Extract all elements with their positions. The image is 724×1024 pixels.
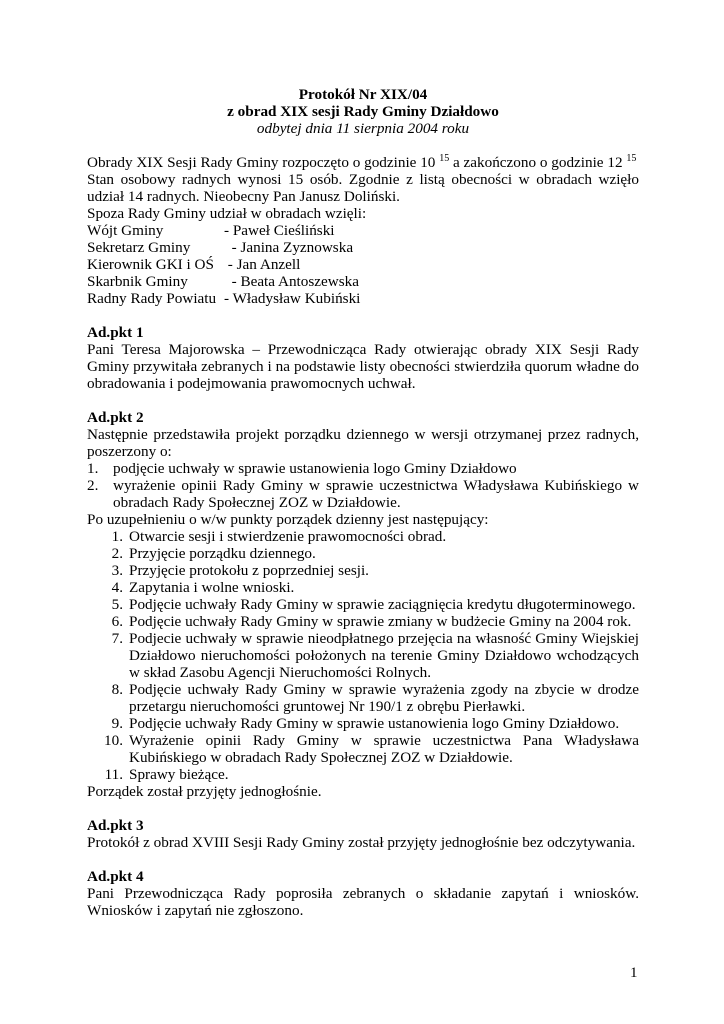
session-date: odbytej dnia 11 sierpnia 2004 roku bbox=[256, 120, 470, 137]
participant-row: Skarbnik Gminy - Beata Antoszewska bbox=[87, 273, 359, 290]
list-item: 5. Podjęcie uchwały Rady Gminy w sprawie zaciągnięcia kredytu długoterminowego. bbox=[111, 596, 636, 613]
list-item: 7. Podjecie uchwały w sprawie nieodpłatnego przejęcia na własność Gminy Wiejskiej Działdowo nieruchomości położonych na terenie Gminy Działdowo wchodzących w skład Zasobu Agencji Nieruchomości Rolnych. bbox=[111, 630, 639, 681]
intro-attendance: Stan osobowy radnych wynosi 15 osób. Zgodnie z listą obecności w obradach wzięło udział 14 radnych. Nieobecny Pan Janusz Doliński. bbox=[87, 171, 639, 205]
list-item: 4. Zapytania i wolne wnioski. bbox=[111, 579, 295, 596]
list-item: 1. Otwarcie sesji i stwierdzenie prawomocności obrad. bbox=[111, 528, 447, 545]
agenda-list bbox=[87, 528, 639, 783]
section-2-closing: Porządek został przyjęty jednogłośnie. bbox=[87, 783, 322, 800]
protocol-title: Protokół Nr XIX/04 bbox=[298, 86, 428, 103]
participant-row: Radny Rady Powiatu - Władysław Kubiński bbox=[87, 290, 361, 307]
document-header bbox=[87, 86, 639, 137]
section-3-text: Protokół z obrad XVIII Sesji Rady Gminy został przyjęty jednogłośnie bez odczytywania. bbox=[87, 834, 636, 851]
list-item: 9. Podjęcie uchwały Rady Gminy w sprawie ustanowienia logo Gminy Działdowo. bbox=[111, 715, 620, 732]
section-2-heading: Ad.pkt 2 bbox=[87, 409, 144, 426]
participant-row: Sekretarz Gminy - Janina Zyznowska bbox=[87, 239, 354, 256]
intro-line-times: Obrady XIX Sesji Rady Gminy rozpoczęto o godzinie 10 $^{15}$ a zakończono o godzinie 12 $^{15}$ bbox=[87, 153, 637, 171]
agenda-intro: Po uzupełnieniu o w/w punkty porządek dzienny jest następujący: bbox=[87, 511, 489, 528]
participants-list bbox=[87, 222, 639, 307]
page-number: 1 bbox=[630, 965, 638, 981]
section-4-text: Pani Przewodnicząca Rady poprosiła zebranych o składanie zapytań i wniosków. Wniosków i zapytań nie zgłoszono. bbox=[87, 885, 639, 919]
list-item: 10. Wyrażenie opinii Rady Gminy w sprawie uczestnictwa Pana Władysława Kubińskiego w obradach Rady Społecznej ZOZ w Działdowie. bbox=[104, 732, 639, 766]
section-1-text: Pani Teresa Majorowska – Przewodnicząca Rady otwierając obrady XIX Sesji Rady Gminy przywitała zebranych i na podstawie listy obecności stwierdziła quorum władne do obradowania i podejmowania prawomocnych uchwał. bbox=[87, 341, 639, 392]
list-item: 11. Sprawy bieżące. bbox=[104, 766, 229, 783]
section-1-heading: Ad.pkt 1 bbox=[87, 324, 144, 341]
list-item: 1. podjęcie uchwały w sprawie ustanowienia logo Gminy Działdowo bbox=[87, 460, 517, 477]
list-item: 8. Podjęcie uchwały Rady Gminy w sprawie wyrażenia zgody na zbycie w drodze przetargu nieruchomości gruntowej Nr 190/1 z obrębu Pierławki. bbox=[111, 681, 639, 715]
participant-row: Wójt Gminy - Paweł Cieśliński bbox=[87, 222, 335, 239]
list-item: 6. Podjęcie uchwały Rady Gminy w sprawie zmiany w budżecie Gminy na 2004 rok. bbox=[111, 613, 632, 630]
section-2-text: Następnie przedstawiła projekt porządku dziennego w wersji otrzymanej przez radnych, poszerzony o: bbox=[87, 426, 639, 460]
list-item: 2. Przyjęcie porządku dziennego. bbox=[111, 545, 316, 562]
section-4-heading: Ad.pkt 4 bbox=[87, 868, 144, 885]
list-item: 3. Przyjęcie protokołu z poprzedniej sesji. bbox=[111, 562, 369, 579]
section-3-heading: Ad.pkt 3 bbox=[87, 817, 144, 834]
extra-items-list bbox=[87, 460, 639, 511]
participant-row: Kierownik GKI i OŚ - Jan Anzell bbox=[87, 256, 301, 273]
list-item: 2. wyrażenie opinii Rady Gminy w sprawie uczestnictwa Władysława Kubińskiego w obradach Rady Społecznej ZOZ w Działdowie. bbox=[87, 477, 639, 511]
end-minutes: 15 bbox=[626, 153, 637, 164]
start-minutes: 15 bbox=[439, 153, 450, 164]
session-title: z obrad XIX sesji Rady Gminy Działdowo bbox=[227, 103, 499, 120]
intro-guests: Spoza Rady Gminy udział w obradach wzięli: bbox=[87, 205, 367, 222]
document-page bbox=[87, 86, 639, 919]
